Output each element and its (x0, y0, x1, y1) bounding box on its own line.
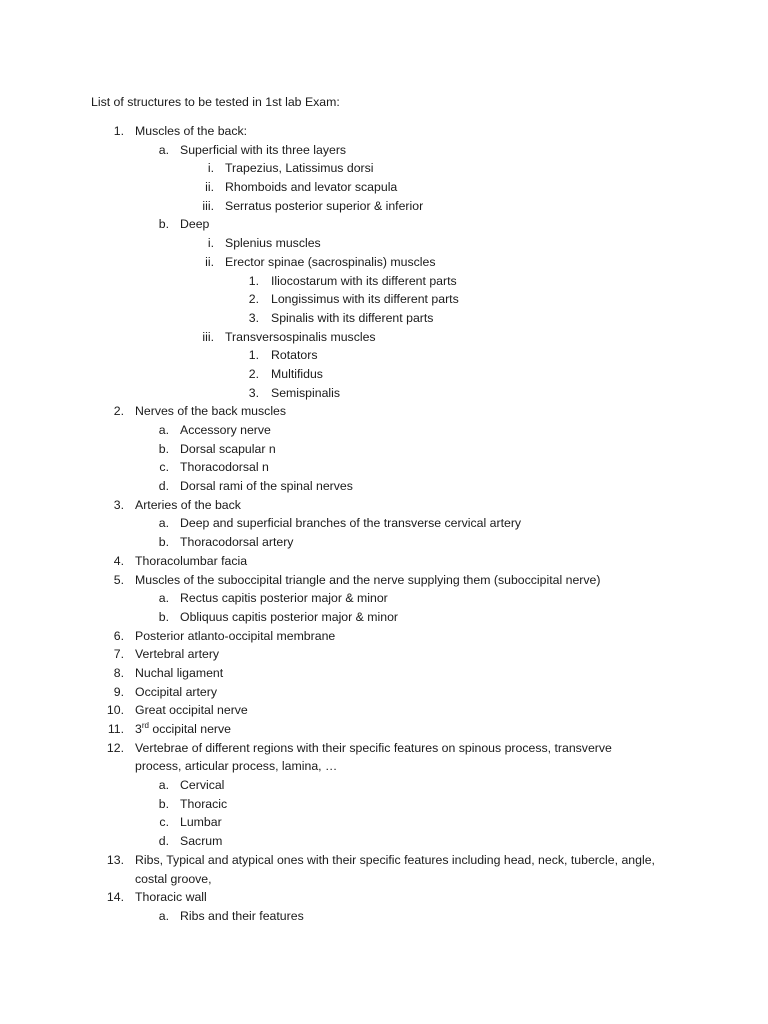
list-item-text (180, 458, 269, 477)
ordinal-superscript: rd (141, 720, 149, 730)
list-item-label: Arteries of the back (135, 497, 241, 512)
list-item (0, 627, 768, 646)
list-marker: i. (207, 161, 214, 176)
list-item-text (135, 720, 231, 739)
list-item-text (180, 477, 353, 496)
list-item-label: Cervical (180, 778, 225, 793)
list-item-text (180, 514, 521, 533)
list-item (0, 552, 768, 571)
list-item (0, 477, 768, 496)
list-item (0, 720, 768, 739)
list-marker: 1. (248, 273, 259, 288)
list-item-label: Superficial with its three layers (180, 142, 347, 157)
list-marker: a. (158, 423, 169, 437)
list-item (0, 421, 768, 440)
list-marker: 11. (107, 722, 124, 736)
list-item (0, 496, 768, 515)
list-marker: 8. (113, 665, 124, 680)
list-marker: ii. (205, 254, 214, 269)
list-marker: b. (158, 535, 169, 550)
list-item-text (225, 159, 374, 178)
list-item-label: Rectus capitis posterior major & minor (180, 591, 388, 606)
list-marker: 3. (248, 310, 259, 325)
list-item (0, 514, 768, 533)
list-item-label: Ribs and their features (180, 908, 304, 923)
list-item (0, 384, 768, 403)
list-item-label: Occipital artery (135, 684, 218, 699)
list-item (0, 215, 768, 234)
list-marker: 2. (248, 292, 259, 307)
list-item-label-rest: occipital nerve (148, 722, 231, 736)
list-item-text (180, 813, 222, 832)
list-item-label: Iliocostarum with its different parts (271, 273, 457, 288)
list-item (0, 832, 768, 851)
list-item-label: Posterior atlanto-occipital membrane (135, 628, 336, 643)
list-item-text (271, 272, 457, 291)
list-item-text (271, 309, 433, 328)
list-marker: c. (159, 815, 169, 830)
list-item-text (135, 571, 600, 590)
list-item (0, 159, 768, 178)
list-item-text (225, 234, 321, 253)
list-item (0, 683, 768, 702)
list-item (0, 178, 768, 197)
list-item-label: costal groove, (135, 871, 212, 886)
list-marker: 1. (113, 124, 124, 138)
list-marker: 4. (113, 553, 124, 568)
list-item-text (135, 645, 219, 664)
list-marker: ii. (205, 180, 214, 195)
list-item-label: 3 (135, 722, 142, 736)
list-item-label: Serratus posterior superior & inferior (225, 198, 424, 213)
list-marker: d. (158, 834, 169, 849)
list-item (0, 907, 768, 926)
document-title: List of structures to be tested in 1st lab Exam: (91, 95, 340, 109)
list-item-label: Thoracic (180, 796, 228, 811)
list-marker: iii. (202, 198, 214, 213)
list-item-label: Obliquus capitis posterior major & minor (180, 609, 399, 624)
list-item-text (225, 328, 376, 347)
list-marker: 3. (248, 385, 259, 400)
list-item-text (180, 215, 209, 234)
list-item-label: Deep (180, 217, 210, 232)
list-item (0, 197, 768, 216)
list-item-label: Thoracic wall (135, 890, 207, 905)
list-item-text (135, 888, 207, 907)
list-item (0, 346, 768, 365)
list-item (0, 739, 768, 758)
list-item (0, 290, 768, 309)
list-item-text (180, 589, 388, 608)
list-item-text (135, 664, 223, 683)
list-item-text (135, 701, 248, 720)
list-marker: 9. (113, 684, 124, 699)
list-item-text (180, 907, 304, 926)
list-item (0, 402, 768, 421)
list-item-text (180, 533, 293, 552)
list-marker: a. (158, 142, 169, 157)
list-item-label: Thoracolumbar facia (135, 553, 248, 568)
list-item (0, 645, 768, 664)
list-item-text (135, 122, 247, 141)
list-marker: a. (158, 591, 169, 606)
list-marker: b. (158, 796, 169, 811)
list-item-text (271, 365, 323, 384)
list-item-text (180, 795, 227, 814)
list-item-label: Vertebrae of different regions with their specific features on spinous process, transverve (135, 740, 612, 755)
list-item-label: Muscles of the back: (135, 124, 248, 138)
list-item (0, 664, 768, 683)
list-marker: 2. (248, 366, 259, 381)
list-item-text (135, 402, 286, 421)
list-marker: 10. (106, 703, 124, 718)
list-item (0, 122, 768, 141)
structure-list (0, 122, 768, 926)
list-item (0, 795, 768, 814)
list-item-text (180, 832, 222, 851)
list-item (0, 870, 768, 889)
list-item (0, 589, 768, 608)
list-item-label: Nuchal ligament (135, 665, 224, 680)
list-item-text (180, 776, 224, 795)
list-item (0, 272, 768, 291)
list-item-label: Spinalis with its different parts (271, 310, 434, 325)
list-marker: 6. (113, 628, 124, 643)
list-item-label: Accessory nerve (180, 423, 271, 437)
list-item-text (135, 757, 337, 776)
list-item (0, 309, 768, 328)
list-item-text (135, 870, 212, 889)
list-marker: a. (158, 516, 169, 531)
list-item-text (180, 421, 271, 440)
list-item-label: Longissimus with its different parts (271, 292, 459, 307)
list-item (0, 888, 768, 907)
list-item-label: Rotators (271, 348, 318, 363)
list-marker: 14. (106, 890, 124, 905)
list-item-label: Multifidus (271, 366, 323, 381)
list-marker: 1. (248, 348, 259, 363)
list-item (0, 571, 768, 590)
list-item-text (225, 197, 423, 216)
list-item-text (225, 178, 397, 197)
list-item-label: Thoracodorsal n (180, 460, 269, 475)
list-item-label: Rhomboids and levator scapula (225, 180, 398, 195)
list-marker: iii. (202, 329, 214, 344)
list-marker: b. (158, 441, 169, 456)
list-item-text (135, 627, 335, 646)
list-item-label: Ribs, Typical and atypical ones with their specific features including head, neck, tubercle, angle, (135, 852, 655, 867)
list-item-label: Trapezius, Latissimus dorsi (225, 161, 374, 176)
list-marker: b. (158, 609, 169, 624)
list-marker: d. (158, 479, 169, 494)
list-item (0, 701, 768, 720)
list-item (0, 365, 768, 384)
list-marker: 12. (106, 740, 124, 755)
list-item (0, 757, 768, 776)
list-item (0, 851, 768, 870)
list-item (0, 533, 768, 552)
list-marker: 7. (113, 647, 124, 662)
list-item-text (135, 683, 217, 702)
list-marker: b. (158, 217, 169, 232)
list-item-label: Lumbar (180, 815, 222, 830)
list-item-text (135, 851, 655, 870)
list-item-text (225, 253, 436, 272)
list-item (0, 608, 768, 627)
list-item (0, 813, 768, 832)
list-item-label: Great occipital nerve (135, 703, 248, 718)
list-marker: a. (158, 778, 169, 793)
list-marker: 5. (113, 572, 124, 587)
list-item-text (180, 440, 276, 459)
list-item-label: Nerves of the back muscles (135, 404, 287, 419)
list-item (0, 328, 768, 347)
list-item-text (135, 496, 241, 515)
list-item-label: Vertebral artery (135, 647, 220, 662)
list-item-label: Thoracodorsal artery (180, 535, 294, 550)
list-item-text (271, 346, 317, 365)
list-item-label: Erector spinae (sacrospinalis) muscles (225, 254, 436, 269)
list-marker: 3. (113, 497, 124, 512)
list-item-text (271, 290, 459, 309)
list-item (0, 253, 768, 272)
list-item-text (135, 739, 612, 758)
list-item-text (180, 141, 346, 160)
list-item-label: Deep and superficial branches of the transverse cervical artery (180, 516, 522, 531)
list-item-label: Muscles of the suboccipital triangle and the nerve supplying them (suboccipital nerve) (135, 572, 601, 587)
list-item-text (271, 384, 340, 403)
list-item-text (135, 552, 247, 571)
list-item (0, 458, 768, 477)
list-item-label: process, articular process, lamina, … (135, 759, 338, 774)
list-marker: c. (159, 460, 169, 475)
list-item-label: Semispinalis (271, 385, 341, 400)
list-item-label: Dorsal rami of the spinal nerves (180, 479, 353, 494)
list-marker: i. (207, 236, 214, 251)
list-marker: a. (158, 908, 169, 923)
list-item (0, 440, 768, 459)
list-item-label: Sacrum (180, 834, 223, 849)
list-item-label: Splenius muscles (225, 236, 321, 251)
list-marker: 13. (106, 852, 124, 867)
list-item (0, 776, 768, 795)
list-item (0, 141, 768, 160)
list-item-label: Dorsal scapular n (180, 441, 276, 456)
list-item (0, 234, 768, 253)
list-item-label: Transversospinalis muscles (225, 329, 376, 344)
list-item-text (180, 608, 398, 627)
list-marker: 2. (113, 404, 124, 419)
